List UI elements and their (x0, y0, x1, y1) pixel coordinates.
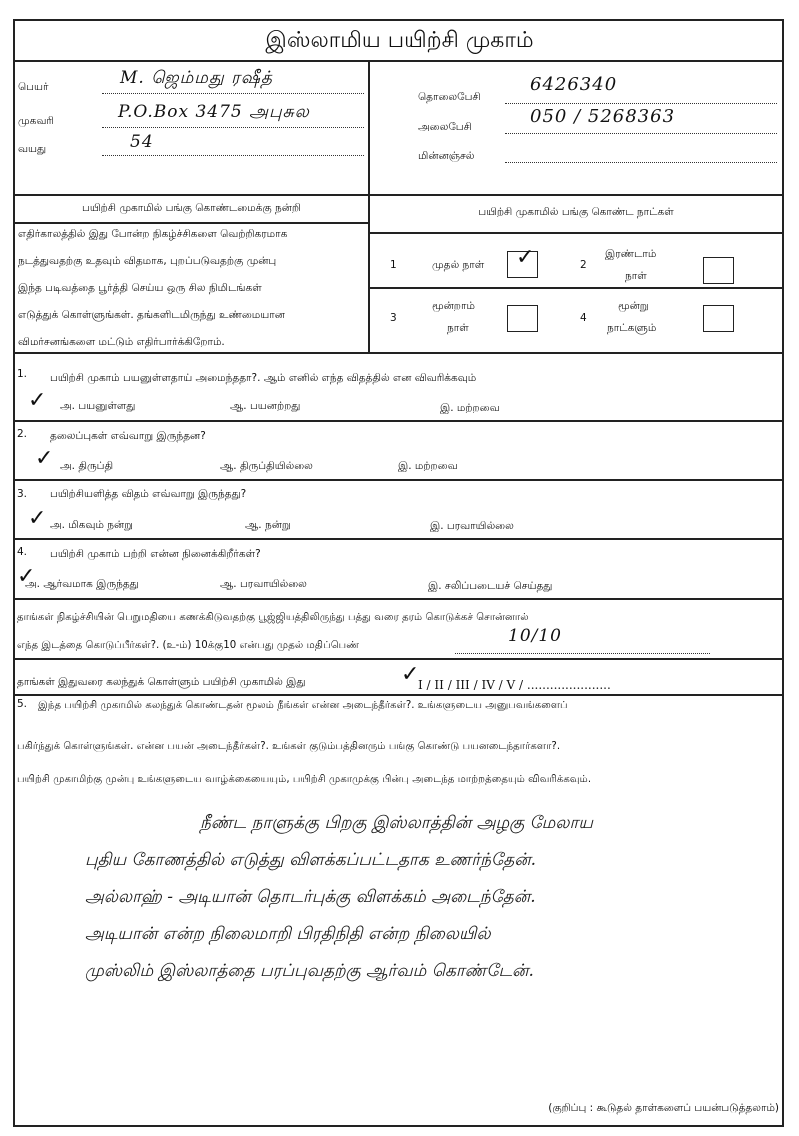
attended-options[interactable]: I / II / III / IV / V / ...................... (418, 678, 611, 692)
divider (13, 658, 784, 660)
day2-label: நாள் (625, 270, 647, 282)
q3-check-mark: ✓ (28, 506, 47, 531)
day4-label: நாட்களும் (607, 322, 657, 334)
q5-text: பயிற்சி முகாமிற்கு முன்பு உங்களுடைய வாழ்க்கையையும், பயிற்சி முகாமுக்கு பின்பு அடைந்த மாற்றத்தையும் விவரிக்கவும். (17, 774, 592, 785)
question-number: 5. (17, 698, 28, 710)
day2-number: 2 (580, 259, 587, 271)
q2-check-mark: ✓ (35, 446, 54, 471)
thanks-line: எதிர்காலத்தில் இது போன்ற நிகழ்ச்சிகளை வெற்றிகரமாக (18, 228, 288, 240)
day3-label: மூன்றாம் (432, 300, 475, 312)
email-field[interactable] (505, 162, 777, 163)
divider (13, 479, 784, 481)
question-text: பயிற்சி முகாம் பற்றி என்ன நினைக்கிறீர்கள்? (50, 548, 261, 560)
option-c[interactable]: இ. சலிப்படையச் செய்தது (428, 580, 553, 592)
divider (13, 222, 370, 224)
phone-value: 6426340 (530, 74, 618, 95)
question-number: 4. (17, 546, 28, 558)
name-value: M. ஜெம்மது ரஷீத் (120, 68, 274, 88)
question-number: 2. (17, 428, 28, 440)
divider (13, 194, 784, 196)
form-title: இஸ்லாமிய பயிற்சி முகாம் (265, 28, 534, 53)
day4-label: மூன்று (618, 300, 649, 312)
phone-field[interactable] (505, 103, 777, 104)
q5-answer-line: அடியான் என்ற நிலைமாறி பிரதிநிதி என்ற நிலையில் (85, 924, 491, 944)
mobile-field[interactable] (505, 133, 777, 134)
day1-label: முதல் நாள் (432, 259, 485, 271)
option-b[interactable]: ஆ. திருப்தியில்லை (220, 460, 313, 472)
divider (13, 420, 784, 422)
q5-answer-line: நீண்ட நாளுக்கு பிறகு இஸ்லாத்தின் அழகு மேலாய (200, 813, 593, 833)
day1-number: 1 (390, 259, 397, 271)
q5-answer-line: முஸ்லிம் இஸ்லாத்தை பரப்புவதற்கு ஆர்வம் கொண்டேன். (85, 961, 534, 981)
question-number: 1. (17, 368, 28, 380)
attended-question: தாங்கள் இதுவரை கலந்துக் கொள்ளும் பயிற்சி முகாமில் இது (17, 676, 306, 688)
q5-text: இந்த பயிற்சி முகாமில் கலந்துக் கொண்டதன் மூலம் நீங்கள் என்ன அடைந்தீர்கள்?. உங்களுடைய அனுபவங்களைப் (38, 700, 568, 711)
question-text: பயிற்சி முகாம் பயனுள்ளதாய் அமைந்ததா?. ஆம் எனில் எந்த விதத்தில் என விவரிக்கவும் (50, 372, 477, 384)
address-field[interactable] (102, 127, 364, 128)
day3-checkbox[interactable] (507, 305, 538, 332)
option-c[interactable]: இ. மற்றவை (440, 402, 500, 414)
option-c[interactable]: இ. மற்றவை (398, 460, 458, 472)
name-label: பெயர் (18, 81, 49, 93)
rating-value: 10/10 (508, 626, 562, 646)
thanks-line: விமர்சனங்களை மட்டும் எதிர்பார்க்கிறோம். (18, 336, 225, 348)
footer-note: (குறிப்பு : கூடுதல் தாள்களைப் பயன்படுத்தலாம்) (548, 1102, 779, 1114)
age-value: 54 (130, 132, 154, 152)
divider (368, 287, 784, 289)
option-b[interactable]: ஆ. பயனற்றது (230, 400, 301, 412)
mobile-value: 050 / 5268363 (530, 106, 676, 127)
q5-answer-line: புதிய கோணத்தில் எடுத்து விளக்கப்பட்டதாக உணர்ந்தேன். (85, 850, 537, 870)
divider (13, 538, 784, 540)
name-field[interactable] (102, 93, 364, 94)
option-a[interactable]: அ. மிகவும் நன்று (50, 519, 133, 531)
day4-checkbox[interactable] (703, 305, 734, 332)
q5-text: பகிர்ந்துக் கொள்ளுங்கள். என்ன பயன் அடைந்தீர்கள்?. உங்கள் குடும்பத்தினரும் பங்கு கொண்டு பயனடைந்தார்களா?. (17, 741, 561, 752)
day2-label: இரண்டாம் (605, 248, 657, 260)
rating-question: தாங்கள் நிகழ்ச்சியின் பெறுமதியை கணக்கிடுவதற்கு பூஜ்ஜியத்திலிருந்து பத்து வரை தரம் கொடுக்கச் சொன்னால் (17, 612, 529, 623)
option-c[interactable]: இ. பரவாயில்லை (430, 520, 514, 532)
day2-checkbox[interactable] (703, 257, 734, 284)
day3-number: 3 (390, 312, 397, 324)
question-text: தலைப்புகள் எவ்வாறு இருந்தன? (50, 430, 206, 442)
option-b[interactable]: ஆ. நன்று (245, 519, 291, 531)
border-top (13, 19, 784, 21)
day4-number: 4 (580, 312, 587, 324)
option-a[interactable]: அ. பயனுள்ளது (60, 400, 136, 412)
divider (13, 352, 784, 354)
option-a[interactable]: அ. திருப்தி (60, 460, 114, 472)
rating-question: எந்த இடத்தை கொடுப்பீர்கள்?. (உ-ம்) 10க்கு10 என்பது முதல் மதிப்பெண் (17, 640, 360, 651)
question-number: 3. (17, 488, 28, 500)
divider (13, 60, 784, 62)
thanks-line: எடுத்துக் கொள்ளுங்கள். தங்களிடமிருந்து உண்மையான (18, 309, 285, 321)
divider (13, 598, 784, 600)
email-label: மின்னஞ்சல் (418, 150, 475, 162)
mobile-label: அலைபேசி (418, 121, 472, 133)
day3-label: நாள் (447, 322, 469, 334)
rating-field[interactable] (455, 653, 710, 654)
border-right (782, 19, 784, 1127)
q4-check-mark: ✓ (17, 564, 36, 589)
attended-check-mark: ✓ (401, 662, 420, 687)
divider (368, 60, 370, 194)
option-a[interactable]: அ. ஆர்வமாக இருந்தது (25, 578, 139, 590)
q5-answer-line: அல்லாஹ் - அடியான் தொடர்புக்கு விளக்கம் அடைந்தேன். (85, 887, 536, 907)
days-header: பயிற்சி முகாமில் பங்கு கொண்ட நாட்கள் (478, 206, 674, 218)
age-field[interactable] (102, 155, 364, 156)
divider (368, 232, 784, 234)
option-b[interactable]: ஆ. பரவாயில்லை (220, 578, 307, 590)
day1-check-mark: ✓ (516, 245, 535, 270)
question-text: பயிற்சியளித்த விதம் எவ்வாறு இருந்தது? (50, 488, 247, 500)
q1-check-mark: ✓ (28, 388, 47, 413)
border-bottom (13, 1125, 784, 1127)
border-left (13, 19, 15, 1127)
phone-label: தொலைபேசி (418, 91, 481, 103)
address-value: P.O.Box 3475 அபுசுல (118, 102, 310, 122)
age-label: வயது (18, 143, 47, 155)
thanks-header: பயிற்சி முகாமில் பங்கு கொண்டமைக்கு நன்றி (82, 202, 301, 214)
thanks-line: நடத்துவதற்கு உதவும் விதமாக, புறப்படுவதற்கு முன்பு (18, 255, 277, 267)
address-label: முகவரி (18, 115, 54, 127)
thanks-line: இந்த படிவத்தை பூர்த்தி செய்ய ஒரு சில நிமிடங்கள் (18, 282, 262, 294)
